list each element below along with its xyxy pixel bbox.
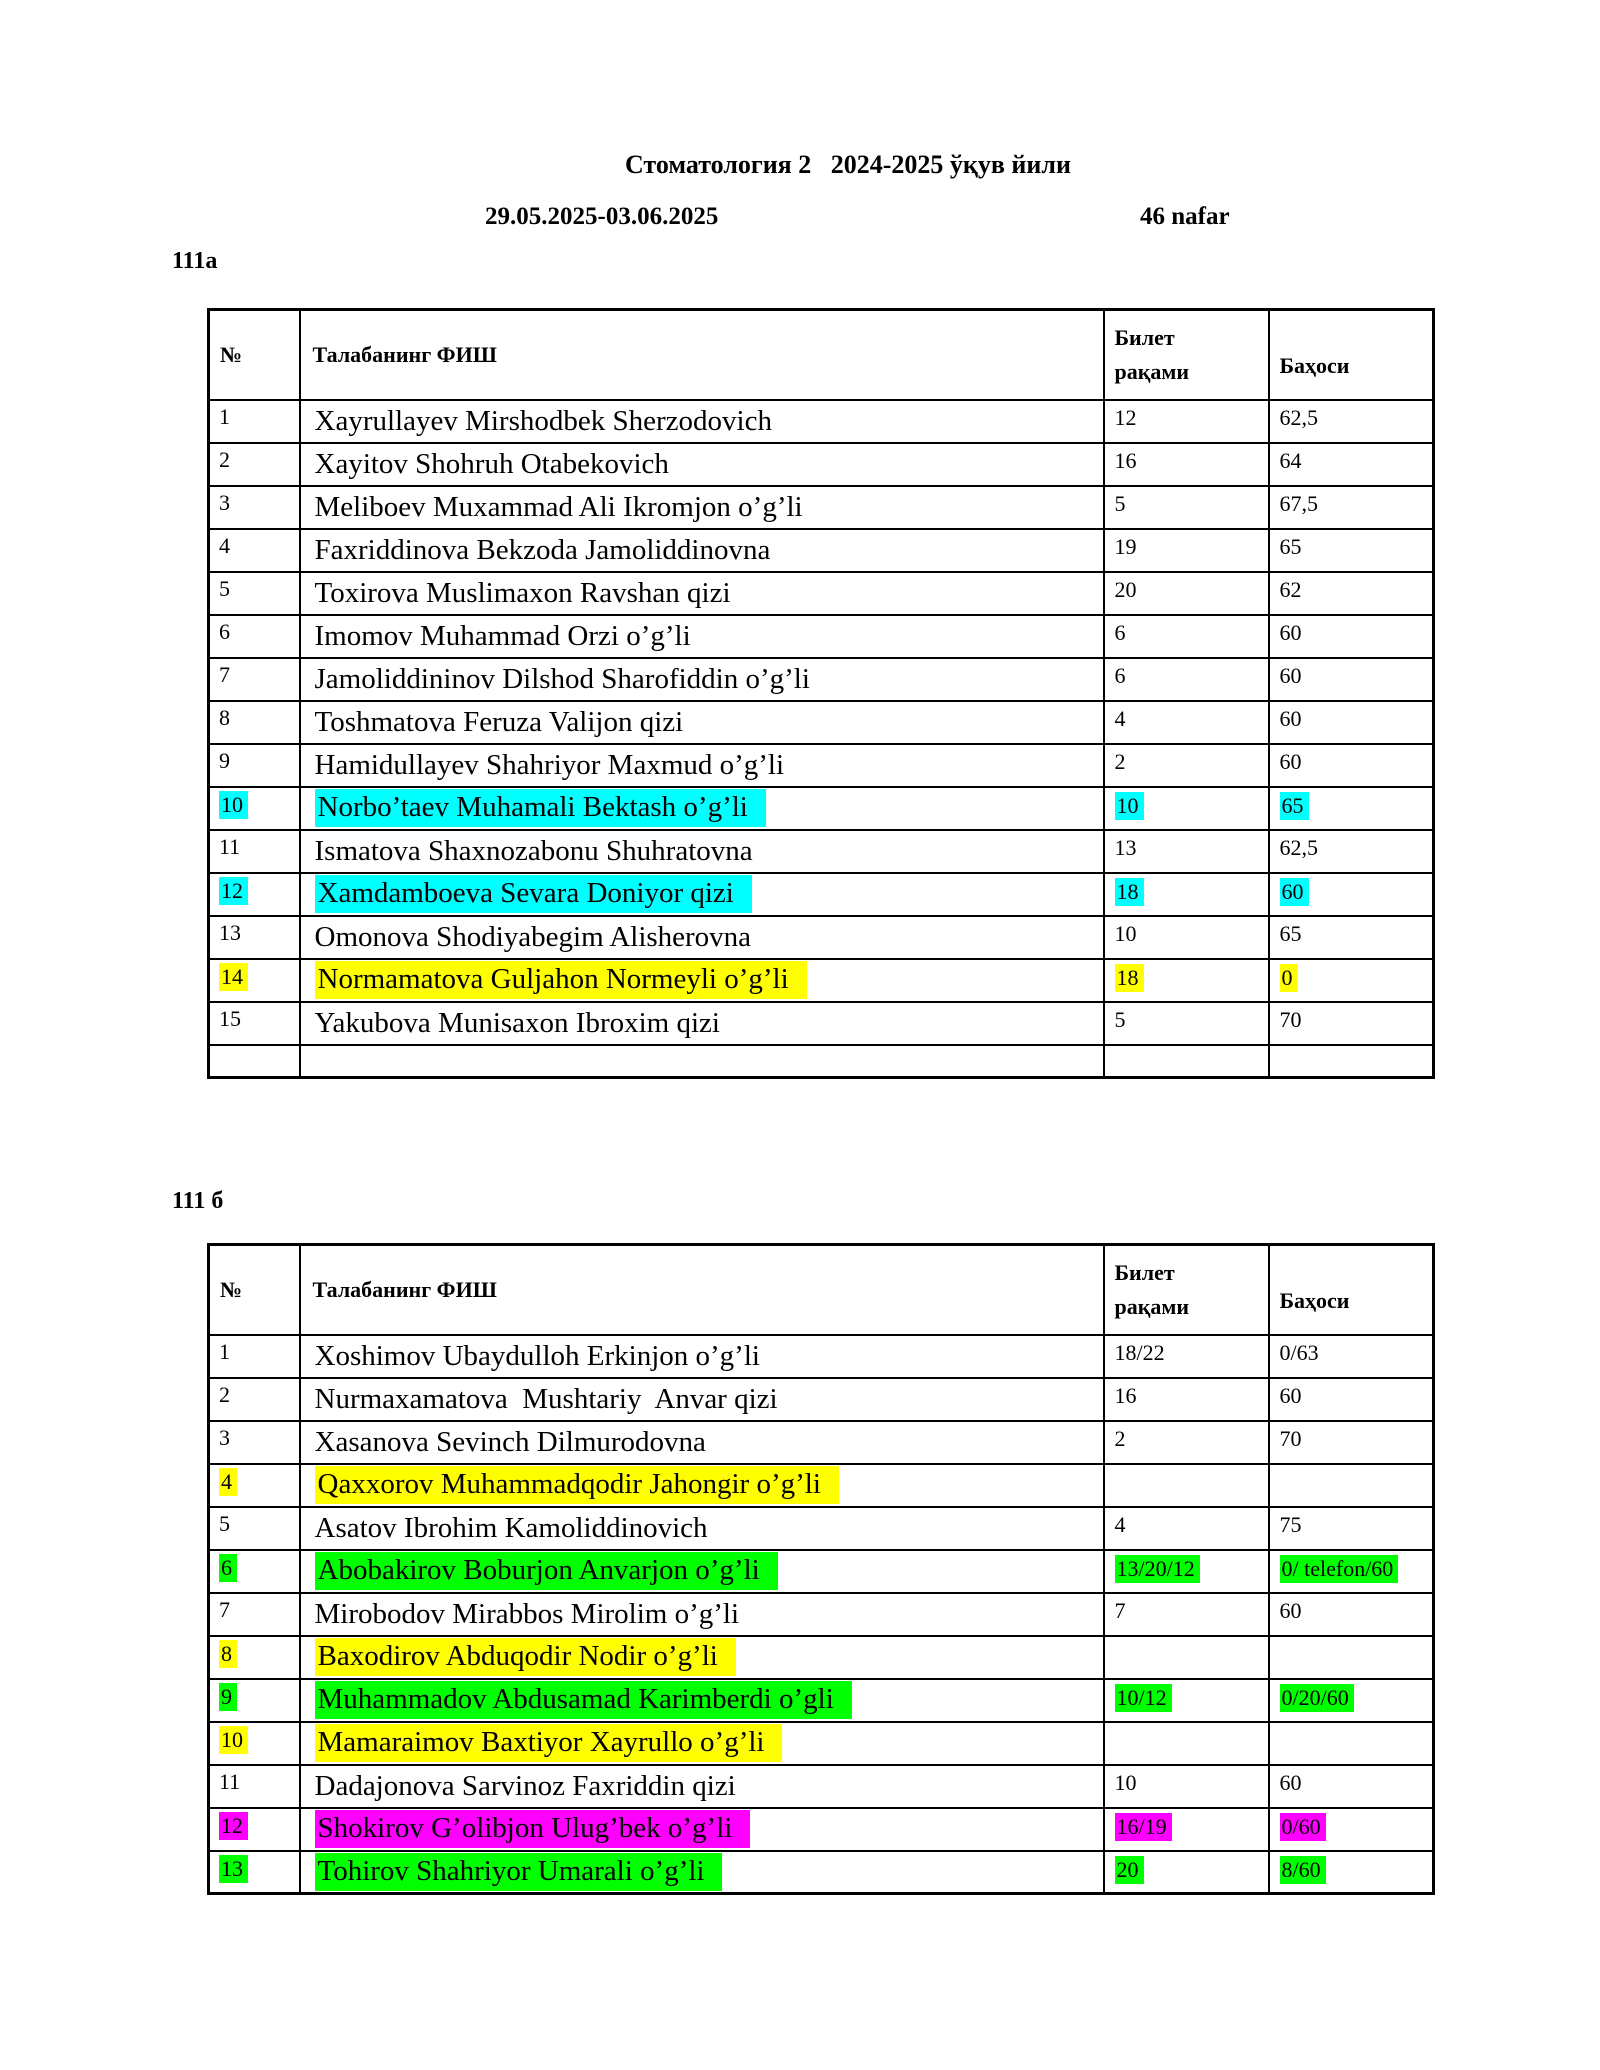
student-name-cell: [300, 1851, 1104, 1894]
student-row: [209, 529, 1434, 572]
student-row: [209, 658, 1434, 701]
student-row: [209, 486, 1434, 529]
student-name-cell: Xasanova Sevinch Dilmurodovna: [300, 1421, 1104, 1464]
student-row: [209, 1765, 1434, 1808]
column-header-grade: Баҳоси: [1269, 310, 1434, 400]
student-row: [209, 1002, 1434, 1045]
student-name-cell: [300, 1679, 1104, 1722]
student-name-cell: [300, 1045, 1104, 1078]
highlighted-text: Baxodirov Abduqodir Nodir o’g’li: [315, 1638, 736, 1676]
row-number-cell: 3: [209, 486, 300, 529]
row-number-cell: [209, 1679, 300, 1722]
ticket-number-cell: [1104, 1679, 1269, 1722]
row-number-cell: 11: [209, 830, 300, 873]
student-row: [209, 830, 1434, 873]
header-row: [209, 310, 1434, 400]
grade-cell: [1269, 959, 1434, 1002]
ticket-number-cell: [1104, 959, 1269, 1002]
student-row: [209, 1378, 1434, 1421]
student-row: [209, 916, 1434, 959]
grades-table-111b: [207, 1243, 1435, 1895]
exam-date-range: 29.05.2025-03.06.2025: [485, 203, 719, 230]
student-row: [209, 1679, 1434, 1722]
document-title: Стоматология 2 2024-2025 ўқув йили: [625, 150, 1071, 179]
highlighted-text: 13/20/12: [1115, 1555, 1200, 1583]
student-row: [209, 1421, 1434, 1464]
row-number-cell: [209, 1722, 300, 1765]
highlighted-text: 0/ telefon/60: [1280, 1555, 1399, 1583]
highlighted-text: 65: [1280, 792, 1309, 820]
student-name-cell: Yakubova Munisaxon Ibroxim qizi: [300, 1002, 1104, 1045]
ticket-number-cell: 16: [1104, 443, 1269, 486]
student-row: [209, 1507, 1434, 1550]
student-name-cell: Imomov Muhammad Orzi o’g’li: [300, 615, 1104, 658]
student-row: [209, 959, 1434, 1002]
ticket-number-cell: [1104, 1550, 1269, 1593]
student-name-cell: Nurmaxamatova Mushtariy Anvar qizi: [300, 1378, 1104, 1421]
grade-cell: 60: [1269, 658, 1434, 701]
highlighted-text: 10: [219, 791, 248, 819]
grade-cell: 60: [1269, 1378, 1434, 1421]
student-name-cell: [300, 1808, 1104, 1851]
grade-cell: [1269, 787, 1434, 830]
student-row: [209, 1593, 1434, 1636]
student-row: [209, 400, 1434, 443]
group-label-111b: 111 б: [172, 1188, 224, 1214]
column-header-name: Талабанинг ФИШ: [300, 1245, 1104, 1335]
student-name-cell: Toshmatova Feruza Valijon qizi: [300, 701, 1104, 744]
student-name-cell: Toxirova Muslimaxon Ravshan qizi: [300, 572, 1104, 615]
ticket-number-cell: 2: [1104, 744, 1269, 787]
highlighted-text: 14: [219, 963, 248, 991]
student-name-cell: Dadajonova Sarvinoz Faxriddin qizi: [300, 1765, 1104, 1808]
highlighted-text: 8: [219, 1640, 237, 1668]
student-name-cell: Asatov Ibrohim Kamoliddinovich: [300, 1507, 1104, 1550]
highlighted-text: Muhammadov Abdusamad Karimberdi o’gli: [315, 1681, 852, 1719]
grade-cell: 0/63: [1269, 1335, 1434, 1378]
ticket-number-cell: [1104, 1464, 1269, 1507]
student-row: [209, 1851, 1434, 1894]
highlighted-text: 18: [1115, 878, 1144, 906]
student-row: [209, 1636, 1434, 1679]
highlighted-text: Mamaraimov Baxtiyor Xayrullo o’g’li: [315, 1724, 783, 1762]
student-name-cell: [300, 873, 1104, 916]
ticket-number-cell: 16: [1104, 1378, 1269, 1421]
ticket-number-cell: [1104, 1636, 1269, 1679]
highlighted-text: 60: [1280, 878, 1309, 906]
group-label-111a: 111a: [172, 248, 218, 274]
student-name-cell: Meliboev Muxammad Ali Ikromjon o’g’li: [300, 486, 1104, 529]
row-number-cell: 1: [209, 400, 300, 443]
student-name-cell: [300, 787, 1104, 830]
student-row: [209, 1808, 1434, 1851]
row-number-cell: 7: [209, 658, 300, 701]
row-number-cell: [209, 873, 300, 916]
highlighted-text: Abobakirov Boburjon Anvarjon o’g’li: [315, 1552, 778, 1590]
student-name-cell: [300, 959, 1104, 1002]
ticket-number-cell: 6: [1104, 658, 1269, 701]
student-row: [209, 744, 1434, 787]
ticket-number-cell: 7: [1104, 1593, 1269, 1636]
student-name-cell: [300, 1464, 1104, 1507]
grade-cell: 60: [1269, 1593, 1434, 1636]
empty-row: [209, 1045, 1434, 1078]
row-number-cell: 1: [209, 1335, 300, 1378]
highlighted-text: 10/12: [1115, 1684, 1172, 1712]
ticket-number-cell: [1104, 1045, 1269, 1078]
highlighted-text: Shokirov G’olibjon Ulug’bek o’g’li: [315, 1810, 751, 1848]
row-number-cell: 4: [209, 529, 300, 572]
student-name-cell: Mirobodov Mirabbos Mirolim o’g’li: [300, 1593, 1104, 1636]
highlighted-text: 6: [219, 1554, 237, 1582]
ticket-number-cell: 5: [1104, 1002, 1269, 1045]
row-number-cell: 6: [209, 615, 300, 658]
ticket-number-cell: 4: [1104, 1507, 1269, 1550]
highlighted-text: 16/19: [1115, 1813, 1172, 1841]
row-number-cell: [209, 1636, 300, 1679]
grade-cell: 60: [1269, 1765, 1434, 1808]
column-header-name: Талабанинг ФИШ: [300, 310, 1104, 400]
grade-cell: 60: [1269, 615, 1434, 658]
student-name-cell: Xoshimov Ubaydulloh Erkinjon o’g’li: [300, 1335, 1104, 1378]
student-name-cell: Xayitov Shohruh Otabekovich: [300, 443, 1104, 486]
highlighted-text: Norbo’taev Muhamali Bektash o’g’li: [315, 789, 766, 827]
row-number-cell: 5: [209, 572, 300, 615]
highlighted-text: 12: [219, 1812, 248, 1840]
row-number-cell: 2: [209, 443, 300, 486]
ticket-number-cell: [1104, 1808, 1269, 1851]
student-name-cell: Jamoliddininov Dilshod Sharofiddin o’g’li: [300, 658, 1104, 701]
ticket-number-cell: 19: [1104, 529, 1269, 572]
grade-cell: 70: [1269, 1421, 1434, 1464]
highlighted-text: 10: [219, 1726, 248, 1754]
row-number-cell: 8: [209, 701, 300, 744]
row-number-cell: 7: [209, 1593, 300, 1636]
grade-cell: [1269, 1679, 1434, 1722]
highlighted-text: 9: [219, 1683, 237, 1711]
row-number-cell: 13: [209, 916, 300, 959]
highlighted-text: 20: [1115, 1856, 1144, 1884]
student-count: 46 nafar: [1140, 203, 1230, 230]
ticket-number-cell: 20: [1104, 572, 1269, 615]
student-row: [209, 1550, 1434, 1593]
student-row: [209, 701, 1434, 744]
highlighted-text: 0/60: [1280, 1813, 1326, 1841]
row-number-cell: [209, 787, 300, 830]
row-number-cell: [209, 959, 300, 1002]
row-number-cell: [209, 1550, 300, 1593]
grade-cell: [1269, 1722, 1434, 1765]
student-row: [209, 443, 1434, 486]
ticket-number-cell: 18/22: [1104, 1335, 1269, 1378]
student-name-cell: [300, 1550, 1104, 1593]
row-number-cell: 9: [209, 744, 300, 787]
row-number-cell: [209, 1464, 300, 1507]
ticket-number-cell: [1104, 873, 1269, 916]
column-header-grade: Баҳоси: [1269, 1245, 1434, 1335]
student-name-cell: Xayrullayev Mirshodbek Sherzodovich: [300, 400, 1104, 443]
student-row: [209, 1335, 1434, 1378]
ticket-number-cell: [1104, 1722, 1269, 1765]
row-number-cell: 3: [209, 1421, 300, 1464]
highlighted-text: Qaxxorov Muhammadqodir Jahongir o’g’li: [315, 1466, 839, 1504]
student-name-cell: Faxriddinova Bekzoda Jamoliddinovna: [300, 529, 1104, 572]
grade-cell: [1269, 1045, 1434, 1078]
highlighted-text: Tohirov Shahriyor Umarali o’g’li: [315, 1853, 723, 1891]
student-row: [209, 873, 1434, 916]
row-number-cell: [209, 1808, 300, 1851]
highlighted-text: 8/60: [1280, 1856, 1326, 1884]
column-header-ticket: Билет рақами: [1104, 310, 1269, 400]
highlighted-text: Xamdamboeva Sevara Doniyor qizi: [315, 875, 752, 913]
highlighted-text: 0/20/60: [1280, 1684, 1354, 1712]
row-number-cell: 5: [209, 1507, 300, 1550]
student-name-cell: Omonova Shodiyabegim Alisherovna: [300, 916, 1104, 959]
row-number-cell: 11: [209, 1765, 300, 1808]
column-header-number: №: [209, 310, 300, 400]
grade-cell: [1269, 1851, 1434, 1894]
ticket-number-cell: 12: [1104, 400, 1269, 443]
highlighted-text: 13: [219, 1855, 248, 1883]
grade-cell: [1269, 1464, 1434, 1507]
grade-cell: [1269, 1550, 1434, 1593]
highlighted-text: 18: [1115, 964, 1144, 992]
grade-cell: 67,5: [1269, 486, 1434, 529]
ticket-number-cell: 13: [1104, 830, 1269, 873]
row-number-cell: 15: [209, 1002, 300, 1045]
grade-cell: 60: [1269, 744, 1434, 787]
grade-cell: [1269, 1636, 1434, 1679]
student-row: [209, 1722, 1434, 1765]
grade-cell: 62: [1269, 572, 1434, 615]
grade-cell: 65: [1269, 529, 1434, 572]
row-number-cell: 2: [209, 1378, 300, 1421]
highlighted-text: Normamatova Guljahon Normeyli o’g’li: [315, 961, 807, 999]
student-row: [209, 572, 1434, 615]
ticket-number-cell: 5: [1104, 486, 1269, 529]
ticket-number-cell: 4: [1104, 701, 1269, 744]
highlighted-text: 4: [219, 1468, 237, 1496]
grade-cell: 62,5: [1269, 830, 1434, 873]
row-number-cell: [209, 1851, 300, 1894]
highlighted-text: 10: [1115, 792, 1144, 820]
grade-cell: [1269, 1808, 1434, 1851]
student-name-cell: [300, 1636, 1104, 1679]
ticket-number-cell: 10: [1104, 916, 1269, 959]
student-name-cell: Ismatova Shaxnozabonu Shuhratovna: [300, 830, 1104, 873]
grade-cell: 64: [1269, 443, 1434, 486]
column-header-ticket: Билет рақами: [1104, 1245, 1269, 1335]
ticket-number-cell: [1104, 1851, 1269, 1894]
ticket-number-cell: 10: [1104, 1765, 1269, 1808]
row-number-cell: [209, 1045, 300, 1078]
ticket-number-cell: 6: [1104, 615, 1269, 658]
grade-cell: 60: [1269, 701, 1434, 744]
student-row: [209, 615, 1434, 658]
student-row: [209, 1464, 1434, 1507]
highlighted-text: 12: [219, 877, 248, 905]
ticket-number-cell: [1104, 787, 1269, 830]
grade-cell: 70: [1269, 1002, 1434, 1045]
grades-table-111a: [207, 308, 1435, 1079]
highlighted-text: 0: [1280, 964, 1298, 992]
student-name-cell: [300, 1722, 1104, 1765]
grade-cell: [1269, 873, 1434, 916]
header-row: [209, 1245, 1434, 1335]
student-name-cell: Hamidullayev Shahriyor Maxmud o’g’li: [300, 744, 1104, 787]
ticket-number-cell: 2: [1104, 1421, 1269, 1464]
grade-cell: 65: [1269, 916, 1434, 959]
grade-cell: 75: [1269, 1507, 1434, 1550]
column-header-number: №: [209, 1245, 300, 1335]
grade-cell: 62,5: [1269, 400, 1434, 443]
student-row: [209, 787, 1434, 830]
